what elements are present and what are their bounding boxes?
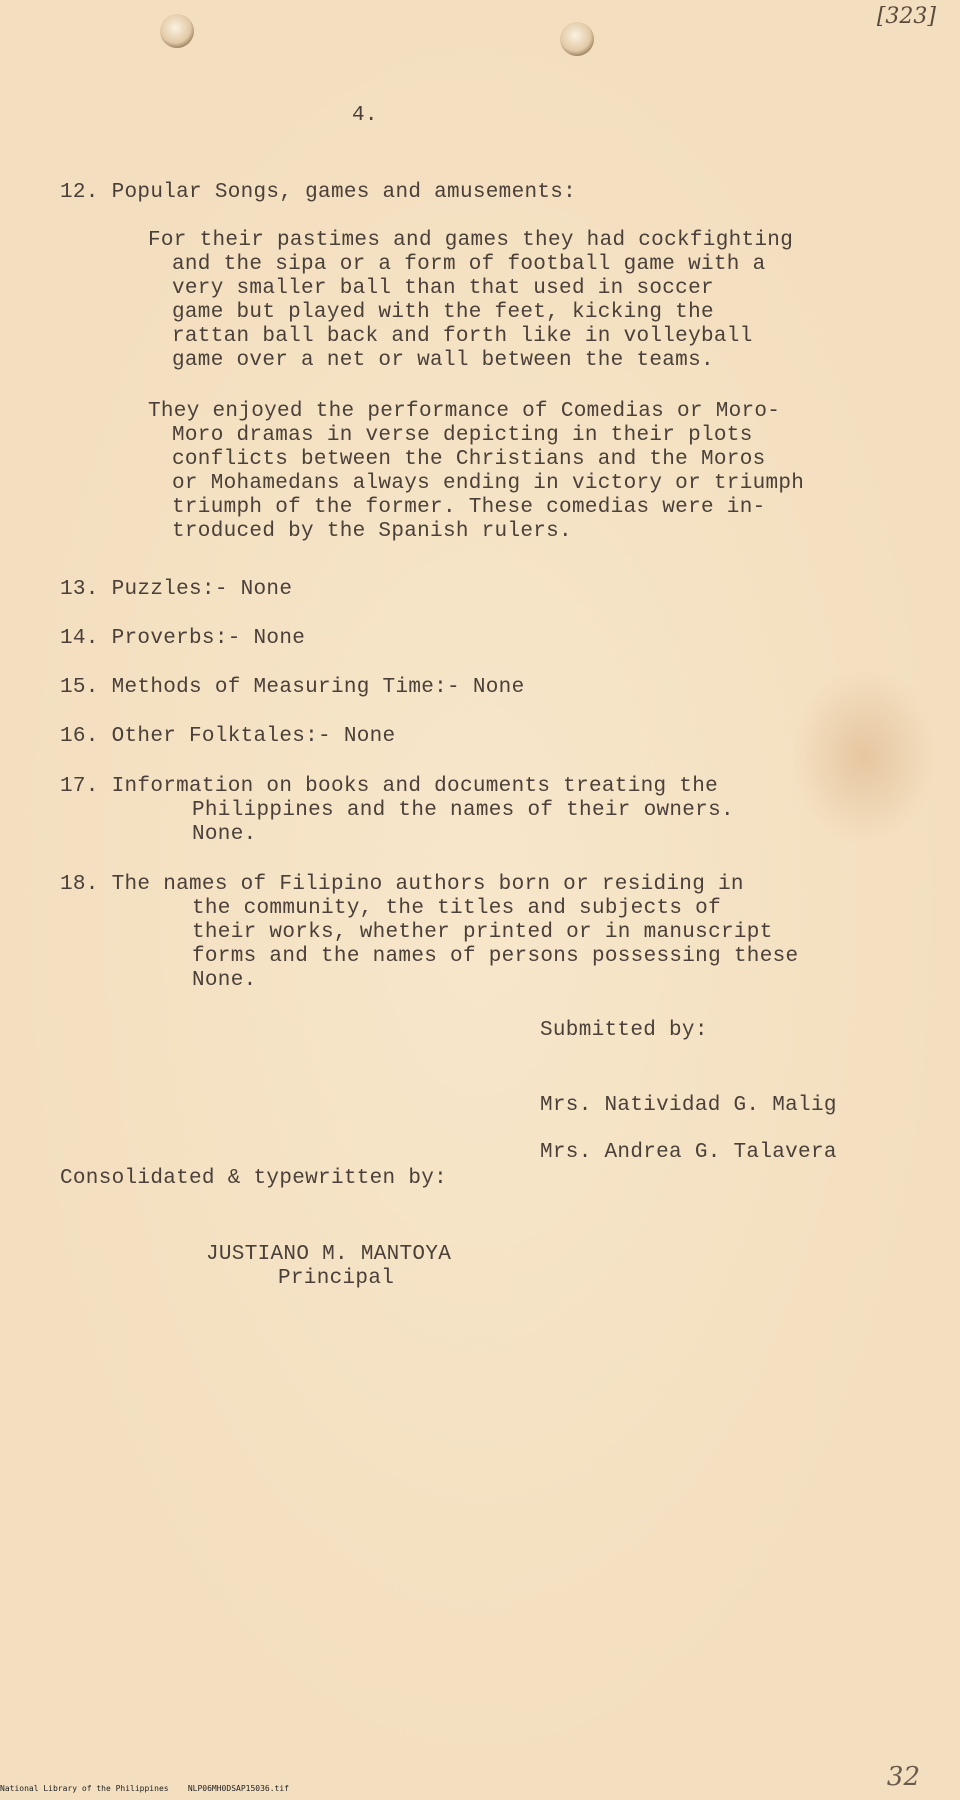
paragraph-line: troduced by the Spanish rulers. [172, 520, 572, 543]
paragraph-line: game over a net or wall between the teams. [172, 349, 714, 372]
submitter-name: Mrs. Andrea G. Talavera [540, 1141, 837, 1164]
paragraph-line: rattan ball back and forth like in volleyball [172, 325, 753, 348]
section-12-paragraph-2 [148, 400, 780, 424]
page-marker: 4. [352, 104, 378, 127]
reference-code: [323] [876, 4, 936, 29]
section-15: 15. Methods of Measuring Time:- None [60, 676, 525, 699]
section-18-continued [192, 897, 798, 993]
punch-hole [160, 14, 194, 48]
principal-name: JUSTIANO M. MANTOYA [206, 1243, 452, 1266]
paragraph-line: triumph of the former. These comedias were in- [172, 496, 766, 519]
section-12-paragraph-1-continued [172, 253, 766, 373]
paragraph-line: forms and the names of persons possessing these [192, 945, 799, 968]
paragraph-line: game but played with the feet, kicking the [172, 301, 714, 324]
paragraph-line: the community, the titles and subjects of [192, 897, 721, 920]
paragraph-line: None. [192, 823, 257, 846]
paragraph-line: very smaller ball than that used in soccer [172, 277, 714, 300]
section-12-heading: 12. Popular Songs, games and amusements: [60, 181, 577, 204]
section-16: 16. Other Folktales:- None [60, 725, 396, 748]
paragraph-line: their works, whether printed or in manuscript [192, 921, 773, 944]
section-12-paragraph-1 [148, 229, 793, 253]
section-13: 13. Puzzles:- None [60, 578, 293, 601]
section-14: 14. Proverbs:- None [60, 627, 306, 650]
library-footer [0, 1784, 289, 1793]
paragraph-line: conflicts between the Christians and the Moros [172, 448, 766, 471]
paragraph-line: For their pastimes and games they had cockfighting [148, 229, 794, 252]
submitter-name: Mrs. Natividad G. Malig [540, 1094, 837, 1117]
library-name: National Library of the Philippines [0, 1784, 169, 1793]
paragraph-line: or Mohamedans always ending in victory or triumph [172, 472, 805, 495]
section-18-heading: 18. The names of Filipino authors born or residing in [60, 873, 744, 896]
punch-hole [560, 22, 594, 56]
submitted-by-label: Submitted by: [540, 1019, 708, 1042]
section-17-heading: 17. Information on books and documents treating the [60, 775, 719, 798]
paragraph-line: and the sipa or a form of football game with a [172, 253, 766, 276]
principal-title: Principal [278, 1267, 395, 1290]
handwritten-page-number: 32 [886, 1762, 920, 1792]
paragraph-line: None. [192, 969, 257, 992]
section-17-continued [192, 799, 734, 847]
consolidated-label: Consolidated & typewritten by: [60, 1167, 448, 1190]
paragraph-line: Philippines and the names of their owners. [192, 799, 734, 822]
section-12-paragraph-2-continued [172, 424, 804, 544]
file-id: NLP06MH0DSAP15036.tif [187, 1784, 289, 1793]
paragraph-line: Moro dramas in verse depicting in their plots [172, 424, 753, 447]
paragraph-line: They enjoyed the performance of Comedias or Moro- [148, 400, 781, 423]
